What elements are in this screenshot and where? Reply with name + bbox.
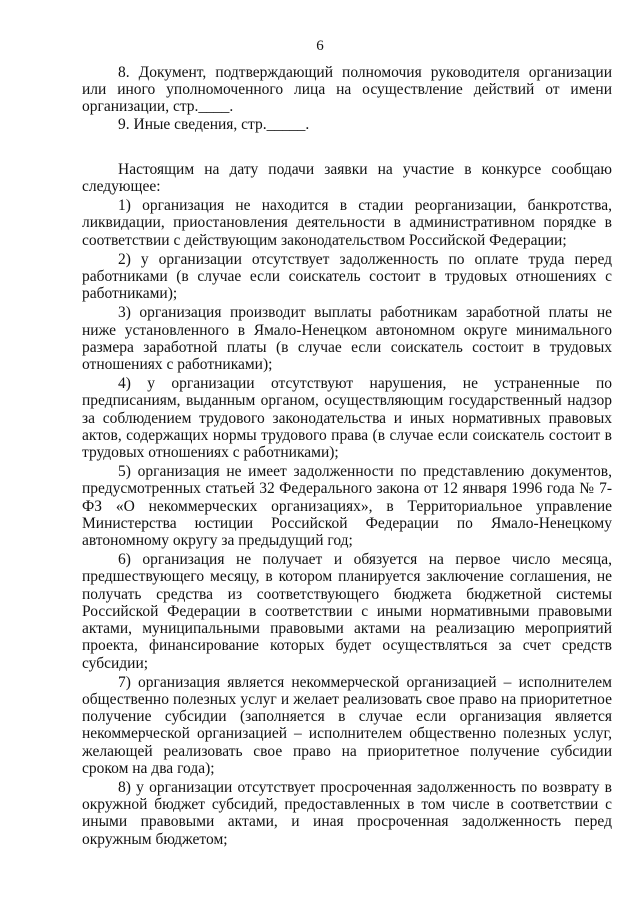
paragraph-intro: Настоящим на дату подачи заявки на участие в конкурсе сообщаю следующее: — [82, 160, 612, 196]
paragraph-clause-6: 6) организация не получает и обязуется на первое число месяца, предшествующего месяцу, в котором планируется заключение соглашения, не получать средства из соответствующего бюджета бюджетной системы Российской Федерации в соответствии с иными нормативными правовыми актами, муниципальными правовыми актами на реализацию мероприятий проекта, финансирование которых будет осуществляться за счет средств субсидии; — [82, 551, 612, 672]
paragraph-clause-1: 1) организация не находится в стадии реорганизации, банкротства, ликвидации, приостановления деятельности в административном порядке в соответствии с действующим законодательством Российской Федерации; — [82, 197, 612, 249]
paragraph-clause-2: 2) у организации отсутствует задолженность по оплате труда перед работниками (в случае если соискатель состоит в трудовых отношениях с работниками); — [82, 250, 612, 303]
document-body — [82, 64, 612, 848]
paragraph-clause-3: 3) организация производит выплаты работникам заработной платы не ниже установленного в Ямало-Ненецком автономном округе минимального размера заработной платы (в случае если соискатель состоит в трудовых отношениях с работниками); — [82, 304, 612, 374]
paragraph-clause-8: 8) у организации отсутствует просроченная задолженность по возврату в окружной бюджет субсидий, предоставленных в том числе в соответствии с иными правовыми актами, и иная просроченная задолженность перед окружным бюджетом; — [82, 778, 612, 848]
paragraph-clause-5: 5) организация не имеет задолженности по представлению документов, предусмотренных статьей 32 Федерального закона от 12 января 1996 года № 7-ФЗ «О некоммерческих организациях», в Территориальное управление Министерства юстиции Российской Федерации по Ямало-Ненецкому автономному округу за предыдущий год; — [82, 463, 612, 550]
paragraph-clause-4: 4) у организации отсутствуют нарушения, не устраненные по предписаниям, выданным органом, осуществляющим государственный надзор за соблюдением трудового законодательства и иных нормативных правовых актов, содержащих нормы трудового права (в случае если соискатель состоит в трудовых отношениях с работниками); — [82, 375, 612, 462]
paragraph-item-9: 9. Иные сведения, стр._____. — [118, 115, 310, 133]
page-number: 6 — [316, 38, 324, 54]
paragraph-clause-7: 7) организация является некоммерческой организацией – исполнителем общественно полезных услуг и желает реализовать свое право на приоритетное получение субсидии (заполняется в случае если организация является некоммерческой организацией – исполнителем общественно полезных услуг, желающей реализовать свое право на приоритетное получение субсидии сроком на два года); — [82, 673, 612, 777]
paragraph-item-8: 8. Документ, подтверждающий полномочия руководителя организации или иного уполномоченного лица на осуществление действий от имени организации, стр.____. — [82, 64, 612, 116]
